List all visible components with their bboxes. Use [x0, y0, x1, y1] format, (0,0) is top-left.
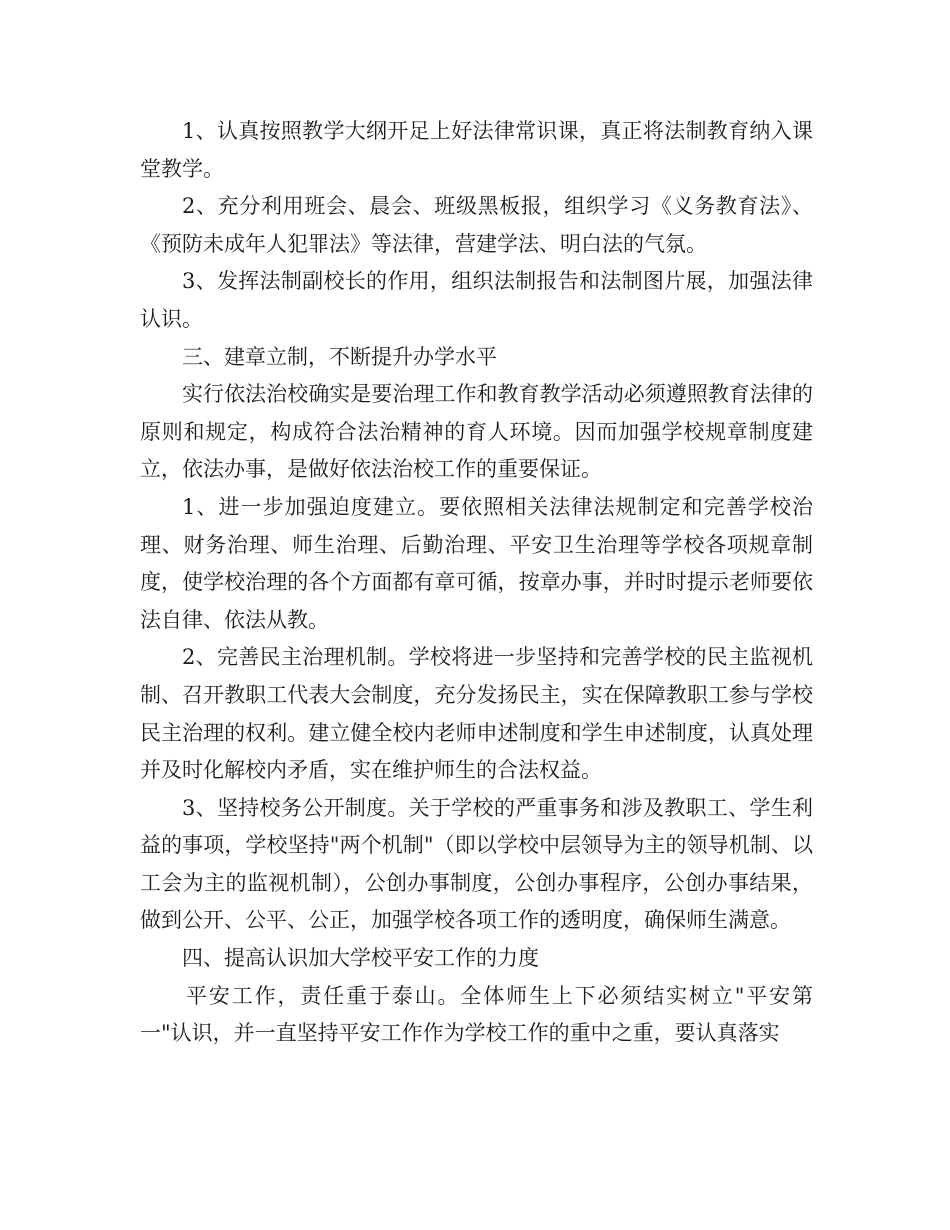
paragraph-6: 2、完善民主治理机制。学校将进一步坚持和完善学校的民主监视机制、召开教职工代表大会制度，充分发扬民主，实在保障教职工参与学校民主治理的权利。建立健全校内老师申述制度和学生申述制度，认真处理并及时化解校内矛盾，实在维护师生的合法权益。 — [140, 645, 813, 783]
paragraph-1: 1、认真按照教学大纲开足上好法律常识课，真正将法制教育纳入课堂教学。 — [140, 119, 813, 181]
section-heading-4: 四、提高认识加大学校平安工作的力度 — [182, 946, 539, 971]
paragraph-8: 平安工作，责任重于泰山。全体师生上下必须结实树立"平安第一"认识，并一直坚持平安工作作为学校工作的重中之重，要认真落实 — [140, 983, 813, 1046]
section-heading-3: 三、建章立制，不断提升办学水平 — [182, 344, 497, 369]
paragraph-3: 3、发挥法制副校长的作用，组织法制报告和法制图片展，加强法律认识。 — [140, 269, 813, 331]
document-body — [140, 113, 813, 1053]
paragraph-5: 1、进一步加强迫度建立。要依照相关法律法规制定和完善学校治理、财务治理、师生治理、后勤治理、平安卫生治理等学校各项规章制度，使学校治理的各个方面都有章可循，按章办事，并时时提示老师要依法自律、依法从教。 — [140, 494, 813, 632]
paragraph-2: 2、充分利用班会、晨会、班级黑板报，组织学习《义务教育法》、《预防未成年人犯罪法》等法律，营建学法、明白法的气氛。 — [140, 194, 813, 256]
paragraph-7: 3、坚持校务公开制度。关于学校的严重事务和涉及教职工、学生利益的事项，学校坚持"两个机制"（即以学校中层领导为主的领导机制、以工会为主的监视机制），公创办事制度，公创办事程序，公创办事结果，做到公开、公平、公正，加强学校各项工作的透明度，确保师生满意。 — [140, 795, 813, 933]
paragraph-4: 实行依法治校确实是要治理工作和教育教学活动必须遵照教育法律的原则和规定，构成符合法治精神的育人环境。因而加强学校规章制度建立，依法办事，是做好依法治校工作的重要保证。 — [140, 382, 813, 482]
